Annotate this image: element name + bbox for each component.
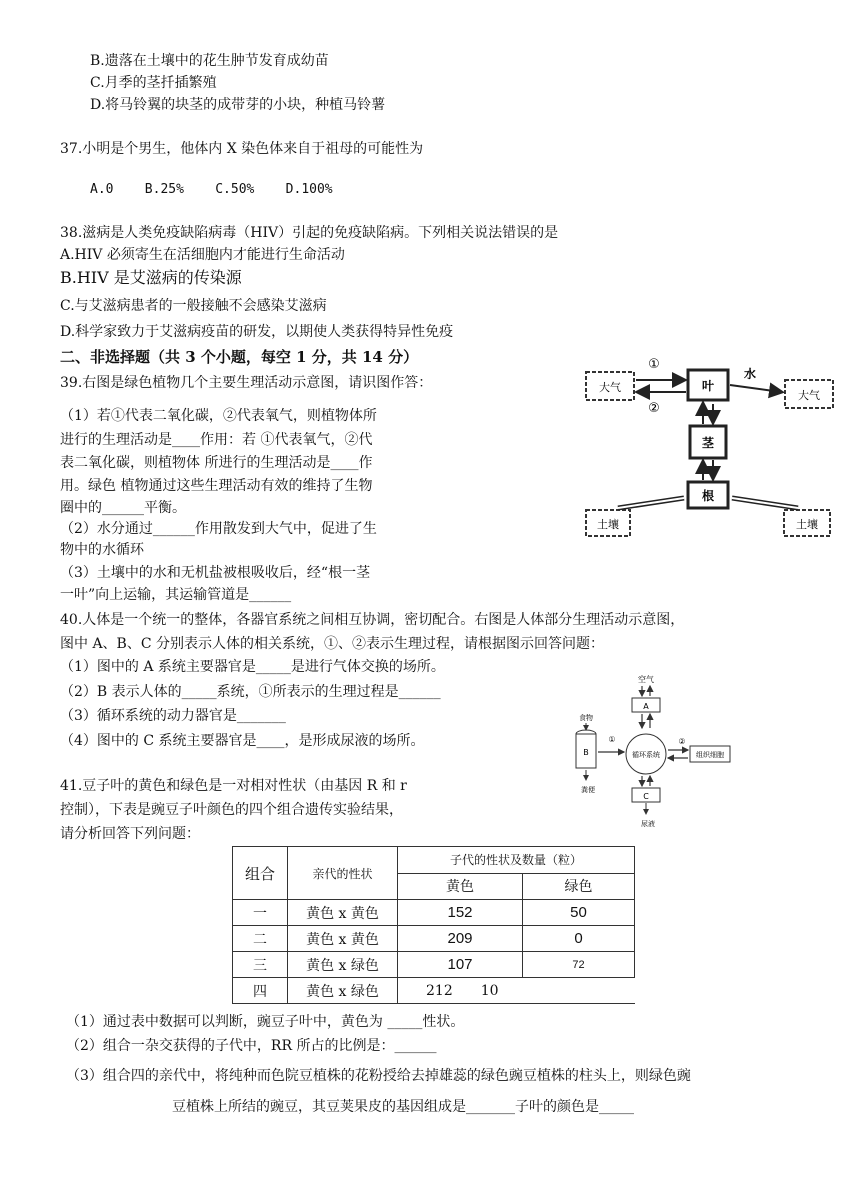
- cell-yellow: 107: [398, 952, 523, 978]
- cell-yellow: 152: [398, 900, 523, 926]
- root-label: 根: [701, 489, 715, 503]
- cell-parents: 黄色 x 绿色: [288, 952, 398, 978]
- plant-physiology-diagram: [578, 350, 838, 550]
- cell-green: 72: [523, 952, 635, 978]
- mark-2: ②: [648, 401, 660, 416]
- cell-group: 三: [233, 952, 288, 978]
- cell-parents: 黄色 x 绿色: [288, 978, 398, 1004]
- system-c-label: C: [643, 792, 649, 801]
- cell-group: 四: [233, 978, 288, 1004]
- q39-line: 进行的生理活动是____作用：若 ①代表氧气，②代: [60, 432, 373, 448]
- cell-parents: 黄色 x 黄色: [288, 926, 398, 952]
- food-label: 食物: [579, 714, 593, 722]
- feces-label: 粪便: [581, 786, 595, 794]
- q40-line: （3）循环系统的动力器官是_______: [60, 708, 286, 724]
- q40-line: （4）图中的 C 系统主要器官是____，是形成尿液的场所。: [60, 733, 425, 749]
- water-label: 水: [743, 367, 757, 381]
- header-parents: 亲代的性状: [288, 847, 398, 900]
- cell-parents: 黄色 x 黄色: [288, 900, 398, 926]
- q41-question-1: （1）通过表中数据可以判断，豌豆子叶中，黄色为 _____性状。: [66, 1014, 465, 1030]
- q36-option-d: D.将马铃翼的块茎的成带芽的小块，种植马铃薯: [90, 97, 386, 113]
- table-row: [233, 978, 635, 1004]
- stem-label: 茎: [701, 436, 715, 450]
- cell-yellow: 209: [398, 926, 523, 952]
- process-2-mark: ②: [678, 737, 686, 746]
- q39-line: （3）土壤中的水和无机盐被根吸收后，经“根一茎: [60, 565, 371, 581]
- q38-option-a: A.HIV 必须寄生在活细胞内才能进行生命活动: [60, 247, 345, 263]
- q37-stem: 37.小明是个男生，他体内 X 染色体来自于祖母的可能性为: [60, 141, 424, 157]
- q41-question-3a: （3）组合四的亲代中，将纯种而色院豆植株的花粉授给去掉雄蕊的绿色豌豆植株的柱头上，则绿色豌: [66, 1068, 691, 1084]
- q40-stem-2: 图中 A、B、C 分别表示人体的相关系统，①、②表示生理过程，请根据图示回答问题：: [60, 636, 605, 652]
- tissue-cell-label: 组织细胞: [696, 751, 724, 759]
- table-row: [233, 900, 635, 926]
- q39-line: 物中的水循环: [60, 542, 144, 558]
- q39-line: 圈中的______平衡。: [60, 500, 186, 516]
- cell-yellow: 212: [426, 982, 453, 999]
- leaf-label: 叶: [701, 379, 715, 393]
- genetics-table: [232, 846, 635, 1004]
- cell-green: 50: [523, 900, 635, 926]
- q40-stem-1: 40.人体是一个统一的整体，各器官系统之间相互协调，密切配合。右图是人体部分生理活动示意图，: [60, 612, 685, 628]
- air-left-label: 大气: [599, 381, 621, 394]
- table-row: [233, 952, 635, 978]
- header-offspring: 子代的性状及数量（粒）: [398, 847, 635, 874]
- q39-stem: 39.右图是绿色植物几个主要生理活动示意图，请识图作答：: [60, 375, 433, 391]
- air-right-label: 大气: [798, 389, 820, 402]
- q36-option-b: B.遗落在土壤中的花生肿节发育成幼苗: [90, 53, 329, 69]
- q36-option-c: C.月季的茎扦插繁殖: [90, 75, 217, 91]
- cell-green: 10: [480, 982, 499, 999]
- q41-stem: 41.豆子叶的黄色和绿色是一对相对性状（由基因 R 和 r: [60, 778, 407, 794]
- q40-line: （1）图中的 A 系统主要器官是_____是进行气体交换的场所。: [60, 659, 445, 675]
- human-systems-diagram: [570, 672, 750, 832]
- q38-option-b: B.HIV 是艾滋病的传染源: [60, 268, 242, 287]
- q38-option-c: C.与艾滋病患者的一般接触不会感染艾滋病: [60, 298, 327, 314]
- air-label: 空气: [638, 675, 654, 684]
- q40-line: （2）B 表示人体的_____系统，①所表示的生理过程是______: [60, 684, 441, 700]
- table-row: [233, 926, 635, 952]
- q39-line: 一叶”向上运输，其运输管道是______: [60, 587, 292, 603]
- system-a-label: A: [643, 702, 649, 711]
- header-yellow: 黄色: [398, 873, 523, 900]
- cell-green: 0: [523, 926, 635, 952]
- soil-right-label: 土壤: [796, 518, 818, 531]
- process-1-mark: ①: [608, 735, 616, 744]
- circulatory-system-label: 循环系统: [632, 751, 660, 759]
- header-group: 组合: [233, 847, 288, 900]
- q39-line: （2）水分通过______作用散发到大气中，促进了生: [60, 521, 377, 537]
- section-heading: 二、非选择题（共 3 个小题，每空 1 分，共 14 分）: [60, 348, 419, 366]
- mark-1: ①: [648, 357, 660, 372]
- header-green: 绿色: [523, 873, 635, 900]
- q39-line: （1）若①代表二氧化碳，②代表氧气，则植物体所: [60, 408, 377, 424]
- q39-line: 用。绿色 植物通过这些生理活动有效的维持了生物: [60, 478, 373, 494]
- q38-stem: 38.滋病是人类免疫缺陷病毒（HIV）引起的免疫缺陷病。下列相关说法错误的是: [60, 225, 559, 241]
- arrow-water: [730, 385, 781, 392]
- urine-label: 尿液: [641, 820, 655, 828]
- cell-group: 一: [233, 900, 288, 926]
- cell-group: 二: [233, 926, 288, 952]
- q41-question-3b: 豆植株上所结的豌豆，其豆荚果皮的基因组成是_______子叶的颜色是_____: [172, 1099, 634, 1115]
- q41-stem: 请分析回答下列问题：: [60, 826, 200, 842]
- q41-question-2: （2）组合一杂交获得的子代中，RR 所占的比例是：______: [66, 1038, 437, 1054]
- soil-left-label: 土壤: [597, 518, 619, 531]
- q41-stem: 控制），下表是豌豆子叶颜色的四个组合遗传实验结果，: [60, 802, 403, 818]
- system-b-label: B: [583, 748, 589, 757]
- q39-line: 表二氧化碳，则植物体 所进行的生理活动是____作: [60, 455, 373, 471]
- q37-options: A.0 B.25% C.50% D.100%: [90, 182, 333, 197]
- q38-option-d: D.科学家致力于艾滋病疫苗的研发，以期使人类获得特异性免疫: [60, 324, 454, 340]
